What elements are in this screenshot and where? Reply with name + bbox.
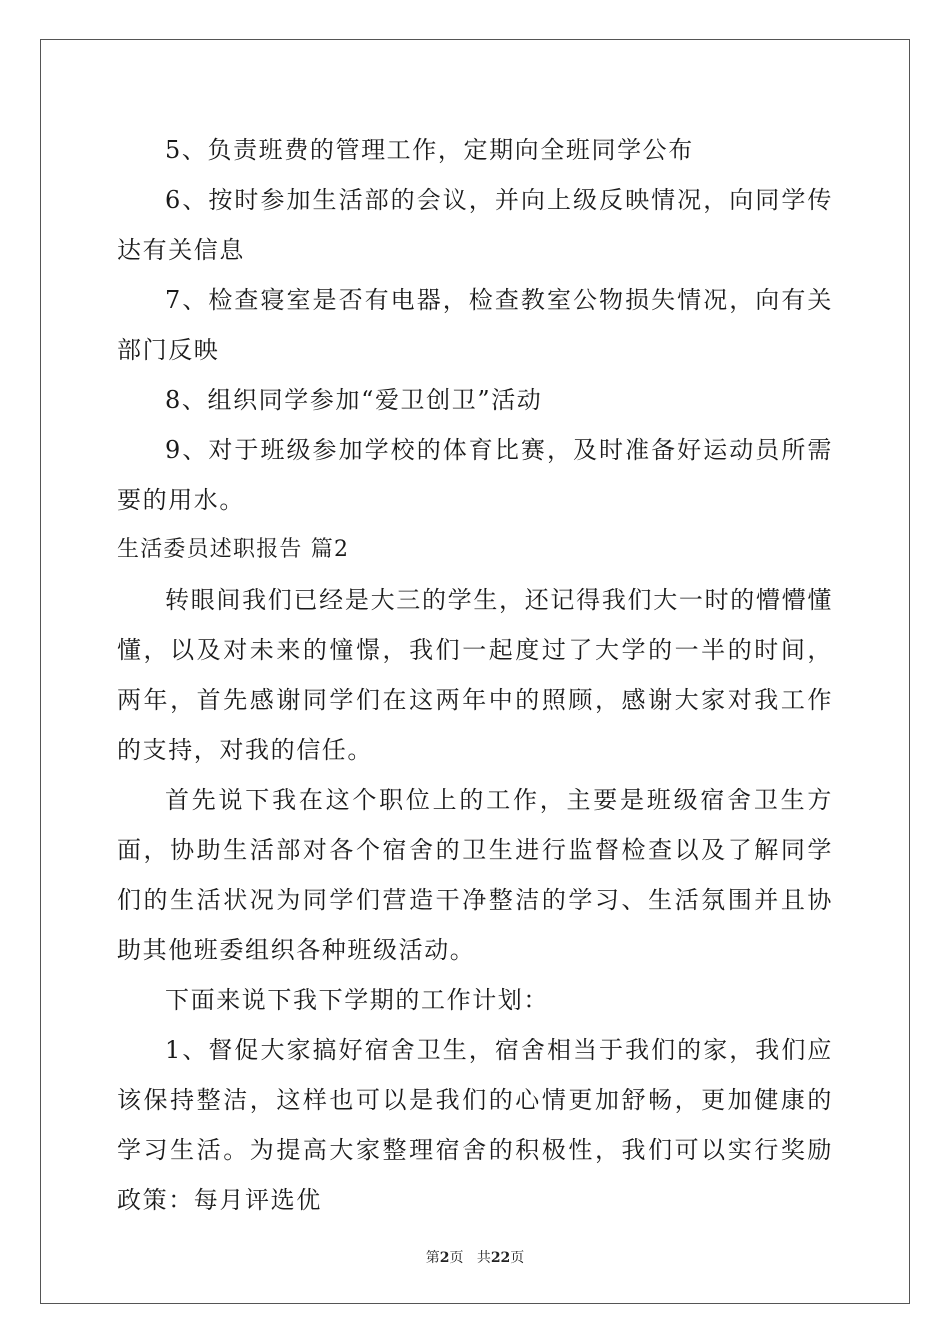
footer-total-pages: 22 [490,1250,511,1266]
paragraph-item-5: 5、负责班费的管理工作，定期向全班同学公布 [165,136,694,164]
page-footer [0,1247,950,1267]
paragraph-work: 首先说下我在这个职位上的工作，主要是班级宿舍卫生方面，协助生活部对各个宿舍的卫生进行监督检查以及了解同学们的生活状况为同学们营造干净整洁的学习、生活氛围并且协助其他班委组织各种班级活动。 [117,786,833,964]
footer-page-suffix: 页 [449,1250,464,1266]
section-heading: 生活委员述职报告 篇2 [117,537,350,562]
paragraph-item-8: 8、组织同学参加“爱卫创卫”活动 [165,386,543,414]
paragraph-item-6: 6、按时参加生活部的会议，并向上级反映情况，向同学传达有关信息 [117,186,833,264]
paragraph-plan-1: 1、督促大家搞好宿舍卫生，宿舍相当于我们的家，我们应该保持整洁，这样也可以是我们的心情更加舒畅，更加健康的学习生活。为提高大家整理宿舍的积极性，我们可以实行奖励政策：每月评选优 [117,1036,833,1214]
footer-total-prefix: 共 [476,1250,491,1266]
paragraph-item-9: 9、对于班级参加学校的体育比赛，及时准备好运动员所需要的用水。 [117,436,833,514]
footer-page-prefix: 第 [425,1250,440,1266]
paragraph-plan-intro: 下面来说下我下学期的工作计划： [165,986,549,1014]
paragraph-item-7: 7、检查寝室是否有电器，检查教室公物损失情况，向有关部门反映 [117,286,833,364]
footer-page-number: 2 [439,1250,450,1266]
footer-total-suffix: 页 [510,1250,525,1266]
paragraph-intro: 转眼间我们已经是大三的学生，还记得我们大一时的懵懵懂懂，以及对未来的憧憬，我们一起度过了大学的一半的时间，两年，首先感谢同学们在这两年中的照顾，感谢大家对我工作的支持，对我的信任。 [117,586,833,764]
document-body [117,125,833,1225]
